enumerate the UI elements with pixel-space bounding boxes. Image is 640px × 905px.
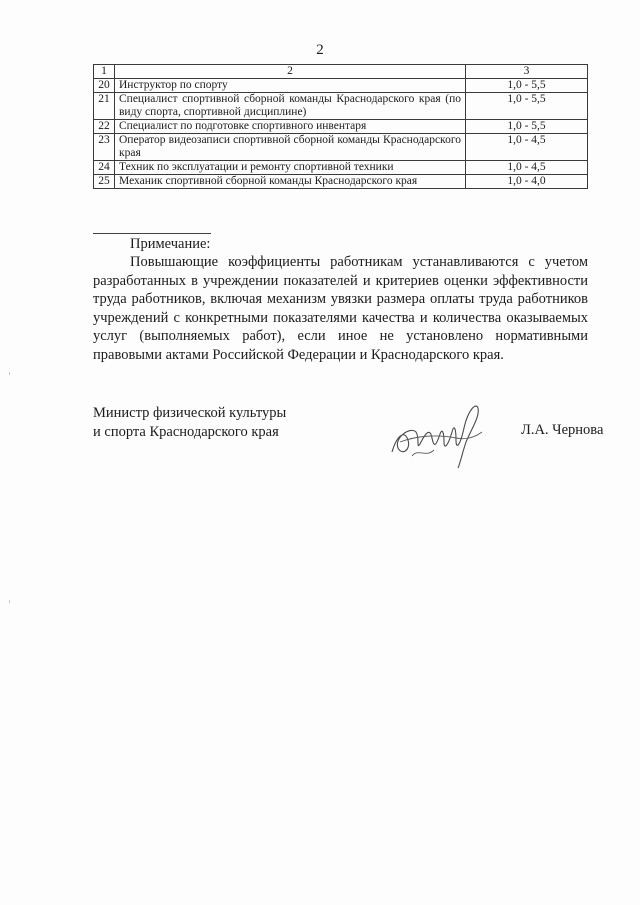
table-row [94, 161, 588, 175]
signer-name: Л.А. Чернова [521, 422, 604, 438]
signer-title-line1: Министр физической культуры [93, 405, 287, 421]
row-number: 23 [94, 134, 115, 161]
scan-artifact [9, 600, 10, 603]
row-number: 22 [94, 120, 115, 134]
table-row [94, 79, 588, 93]
note-title: Примечание: [130, 236, 211, 252]
column-header-number: 1 [94, 65, 115, 79]
row-position: Специалист по подготовке спортивного инвентаря [115, 120, 466, 134]
row-range: 1,0 - 4,5 [466, 134, 588, 161]
table-row [94, 120, 588, 134]
row-position: Специалист спортивной сборной команды Краснодарского края (по виду спорта, спортивной дисциплине) [115, 93, 466, 120]
signer-title-line2: и спорта Краснодарского края [93, 424, 279, 440]
page-number: 2 [316, 42, 324, 58]
table-header-row [94, 65, 588, 79]
signer-title [93, 404, 286, 442]
row-range: 1,0 - 4,5 [466, 161, 588, 175]
row-range: 1,0 - 4,0 [466, 175, 588, 189]
row-number: 25 [94, 175, 115, 189]
table-row [94, 93, 588, 120]
row-range: 1,0 - 5,5 [466, 93, 588, 120]
table-row [94, 175, 588, 189]
row-number: 20 [94, 79, 115, 93]
note-separator-line [93, 233, 211, 234]
row-number: 21 [94, 93, 115, 120]
row-position: Оператор видеозаписи спортивной сборной команды Краснодарского края [115, 134, 466, 161]
row-position: Инструктор по спорту [115, 79, 466, 93]
note-body: Повышающие коэффициенты работникам устанавливаются с учетом разработанных в учреждении показателей и критериев оценки эффективности труда работников, включая механизм увязки размера оплаты труда работников учреждений с конкретными показателями качества и количества оказываемых услуг (выполняемых работ), если иное не установлено нормативными правовыми актами Российской Федерации и Краснодарского края. [93, 254, 588, 363]
handwritten-signature [386, 398, 496, 470]
scan-artifact [9, 372, 10, 375]
row-number: 24 [94, 161, 115, 175]
column-header-position: 2 [115, 65, 466, 79]
row-position: Техник по эксплуатации и ремонту спортивной техники [115, 161, 466, 175]
row-position: Механик спортивной сборной команды Краснодарского края [115, 175, 466, 189]
row-range: 1,0 - 5,5 [466, 120, 588, 134]
coefficients-table [93, 64, 588, 189]
row-range: 1,0 - 5,5 [466, 79, 588, 93]
column-header-range: 3 [466, 65, 588, 79]
table-row [94, 134, 588, 161]
